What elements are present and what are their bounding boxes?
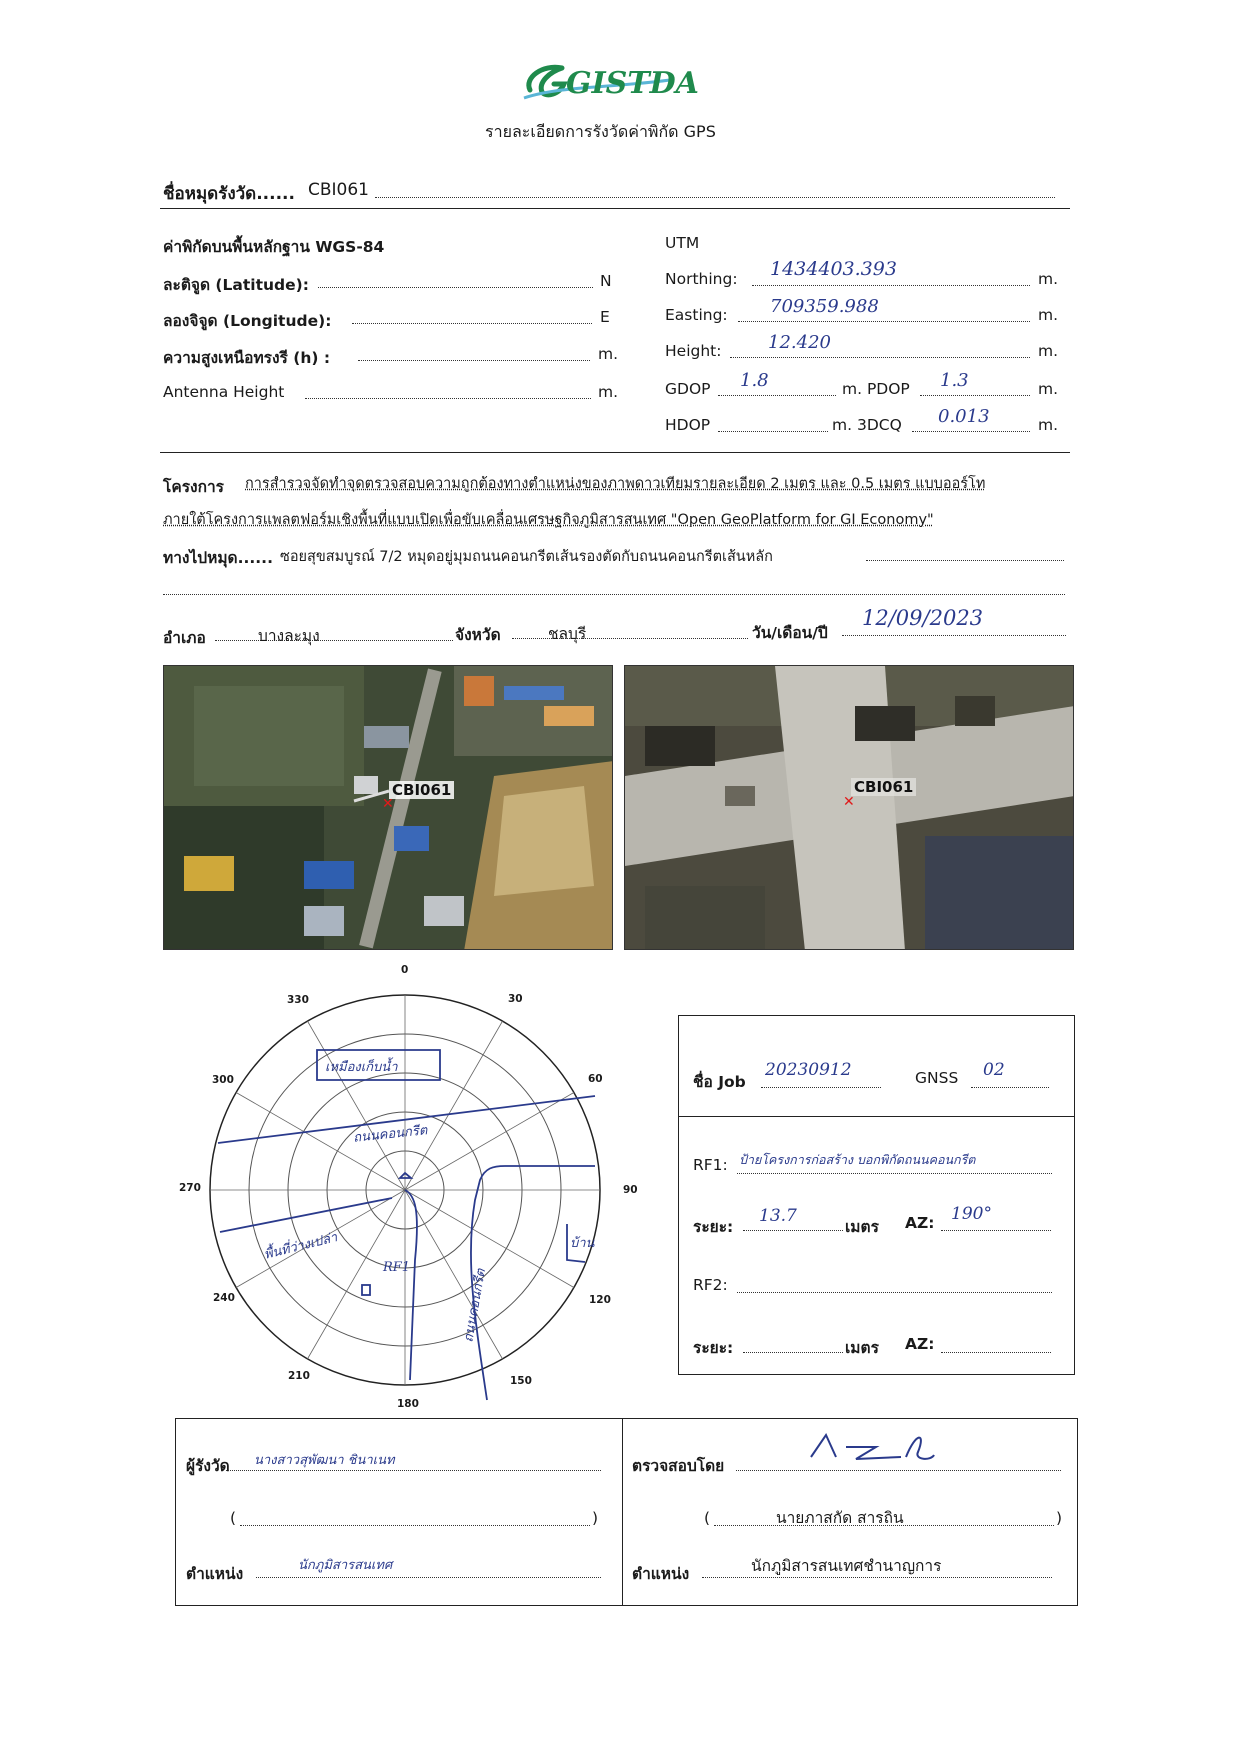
lat-unit: N <box>600 272 612 290</box>
station-marker-label-wide: CBI061 <box>389 781 454 799</box>
date-value: 12/09/2023 <box>862 606 984 630</box>
district-dots <box>215 640 453 641</box>
lat-label: ละติจูด (Latitude): <box>163 276 309 294</box>
gistda-logo <box>520 58 720 108</box>
sky-plot <box>175 960 645 1420</box>
job-box <box>678 1015 1075 1375</box>
surveyor-name-dots <box>240 1525 590 1526</box>
project-line-2: ภายใต้โครงการแพลตฟอร์มเชิงพื้นที่แบบเปิดเพื่อขับเคลื่อนเศรษฐกิจภูมิสารสนเทศ "Open GeoPlatform for GI Economy" <box>163 512 934 528</box>
antenna-dots <box>305 398 591 399</box>
checker-name: นายภาสกัด สารถิน <box>776 1509 904 1527</box>
province-label: จังหวัด <box>455 626 501 644</box>
rf1-label: RF1: <box>693 1156 728 1174</box>
tick-210: 210 <box>288 1370 310 1382</box>
project-line-1: การสำรวจจัดทำจุดตรวจสอบความถูกต้องทางตำแหน่งของภาพดาวเทียมรายละเอียด 2 เมตร และ 0.5 เมตร แบบออร์โท <box>245 476 986 492</box>
tick-0: 0 <box>401 964 409 976</box>
utm-height-value: 12.420 <box>768 332 831 353</box>
northing-unit: m. <box>1038 270 1059 288</box>
easting-unit: m. <box>1038 306 1059 324</box>
checker-position-value: นักภูมิสารสนเทศชำนาญการ <box>751 1557 942 1575</box>
rf1-value: ป้ายโครงการก่อสร้าง บอกพิกัดถนนคอนกรีต <box>739 1152 976 1167</box>
tick-150: 150 <box>510 1375 532 1387</box>
tick-180: 180 <box>397 1398 419 1410</box>
surveyor-position-value: นักภูมิสารสนเทศ <box>298 1558 393 1573</box>
route-dots <box>866 560 1064 561</box>
signature-divider <box>622 1419 623 1605</box>
gnss-value: 02 <box>983 1060 1005 1080</box>
surveyor-dots <box>226 1470 601 1471</box>
checker-dots <box>736 1470 1061 1471</box>
surveyor-paren-close: ) <box>592 1509 599 1527</box>
az2-dots <box>941 1352 1051 1353</box>
northing-dots <box>752 285 1030 286</box>
logo-text: GISTDA <box>566 66 699 101</box>
sky-plot-svg <box>175 960 645 1420</box>
station-marker-zoom-icon: ✕ <box>843 794 855 810</box>
az1-dots <box>941 1230 1051 1231</box>
dist1-label: ระยะ: <box>693 1218 734 1236</box>
station-marker-icon: ✕ <box>382 796 394 812</box>
surveyor-paren-open: ( <box>230 1509 237 1527</box>
satellite-image-zoom <box>624 665 1074 950</box>
rf2-dots <box>737 1292 1052 1293</box>
route-label: ทางไปหมุด...... <box>163 549 273 567</box>
hdop-dots <box>718 431 828 432</box>
dist1-dots <box>743 1230 843 1231</box>
signature-box <box>175 1418 1078 1606</box>
route-value: ซอยสุขสมบูรณ์ 7/2 หมุดอยู่มุมถนนคอนกรีตเส้นรองตัดกับถนนคอนกรีตเส้นหลัก <box>280 549 773 565</box>
gdop-label: GDOP <box>665 380 711 398</box>
easting-dots <box>738 321 1030 322</box>
lat-dots <box>318 287 593 288</box>
wgs84-title: ค่าพิกัดบนพื้นหลักฐาน WGS-84 <box>163 238 385 256</box>
easting-value: 709359.988 <box>770 296 879 317</box>
project-label: โครงการ <box>163 478 225 496</box>
note-rf1: RF1 <box>383 1260 411 1275</box>
dcq-unit: m. <box>1038 416 1059 434</box>
job-label: ชื่อ Job <box>693 1073 746 1091</box>
route-dots-2 <box>163 594 1065 595</box>
height-unit: m. <box>598 345 619 363</box>
utm-height-unit: m. <box>1038 342 1059 360</box>
az2-label: AZ: <box>905 1335 935 1353</box>
note-road-south: ถนนคอนกรีต <box>461 1267 489 1344</box>
height-dots <box>358 360 590 361</box>
hdop-label: HDOP <box>665 416 711 434</box>
dist1-value: 13.7 <box>759 1206 797 1226</box>
gnss-label: GNSS <box>915 1069 959 1087</box>
lon-dots <box>352 323 592 324</box>
pdop-dots <box>920 395 1030 396</box>
note-vacant: พื้นที่ว่างเปล่า <box>262 1230 339 1263</box>
note-road-top: ถนนคอนกรีต <box>352 1123 429 1146</box>
polar-spoke-30 <box>405 1021 503 1190</box>
date-label: วัน/เดือน/ปี <box>752 624 828 642</box>
meter2-label: เมตร <box>845 1339 879 1357</box>
polar-spoke-60 <box>405 1093 574 1191</box>
gdop-value: 1.8 <box>740 370 769 391</box>
northing-label: Northing: <box>665 270 738 288</box>
pdop-label: m. PDOP <box>842 380 910 398</box>
antenna-label: Antenna Height <box>163 383 285 401</box>
surveyor-value: นางสาวสุพัฒนา ชินาเนท <box>254 1453 395 1468</box>
checker-paren-open: ( <box>704 1509 711 1527</box>
utm-height-label: Height: <box>665 342 722 360</box>
gnss-dots <box>971 1087 1049 1088</box>
pdop-unit: m. <box>1038 380 1059 398</box>
station-value: CBI061 <box>308 180 369 200</box>
tick-120: 120 <box>589 1294 611 1306</box>
tick-60: 60 <box>588 1073 603 1085</box>
job-dots <box>761 1087 881 1088</box>
job-divider <box>679 1116 1074 1117</box>
station-marker-label-zoom: CBI061 <box>851 778 916 796</box>
meter1-label: เมตร <box>845 1218 879 1236</box>
station-label: ชื่อหมุดรังวัด...... <box>163 184 295 204</box>
az1-value: 190° <box>951 1204 992 1224</box>
checker-position-label: ตำแหน่ง <box>632 1565 690 1583</box>
az1-label: AZ: <box>905 1214 935 1232</box>
pdop-value: 1.3 <box>940 370 969 391</box>
district-value: บางละมุง <box>258 627 320 645</box>
date-dots <box>842 635 1066 636</box>
divider-2 <box>160 452 1070 453</box>
checker-paren-close: ) <box>1056 1509 1063 1527</box>
job-value: 20230912 <box>765 1060 852 1080</box>
station-dots <box>375 197 1055 198</box>
dcq-value: 0.013 <box>938 406 990 427</box>
note-house: บ้าน <box>570 1236 595 1251</box>
dist2-dots <box>743 1352 843 1353</box>
northing-value: 1434403.393 <box>770 258 897 280</box>
dist2-label: ระยะ: <box>693 1339 734 1357</box>
province-value: ชลบุรี <box>548 625 587 643</box>
tick-240: 240 <box>213 1292 235 1304</box>
checker-signature-icon <box>806 1427 956 1467</box>
gdop-dots <box>718 395 836 396</box>
rf2-label: RF2: <box>693 1276 728 1294</box>
dcq-label: m. 3DCQ <box>832 416 902 434</box>
surveyor-label: ผู้รังวัด <box>186 1457 230 1475</box>
note-north: เหมืองเก็บน้ำ <box>325 1060 398 1075</box>
district-label: อำเภอ <box>163 629 206 647</box>
polar-spoke-330 <box>308 1021 406 1190</box>
page-title: รายละเอียดการรังวัดค่าพิกัด GPS <box>485 122 716 141</box>
lon-unit: E <box>600 308 610 326</box>
lon-label: ลองจิจูด (Longitude): <box>163 312 332 330</box>
tick-270: 270 <box>179 1182 201 1194</box>
dcq-dots <box>912 431 1030 432</box>
satellite-image-wide <box>163 665 613 950</box>
height-label: ความสูงเหนือทรงรี (h) : <box>163 349 331 367</box>
surveyor-position-label: ตำแหน่ง <box>186 1565 244 1583</box>
antenna-unit: m. <box>598 383 619 401</box>
tick-30: 30 <box>508 993 523 1005</box>
utm-height-dots <box>730 357 1030 358</box>
tick-330: 330 <box>287 994 309 1006</box>
tick-300: 300 <box>212 1074 234 1086</box>
tick-90: 90 <box>623 1184 638 1196</box>
rf1-dots <box>737 1173 1052 1174</box>
divider-1 <box>160 208 1070 209</box>
checker-label: ตรวจสอบโดย <box>632 1457 725 1475</box>
easting-label: Easting: <box>665 306 728 324</box>
utm-title: UTM <box>665 234 700 252</box>
surveyor-position-dots <box>256 1577 601 1578</box>
